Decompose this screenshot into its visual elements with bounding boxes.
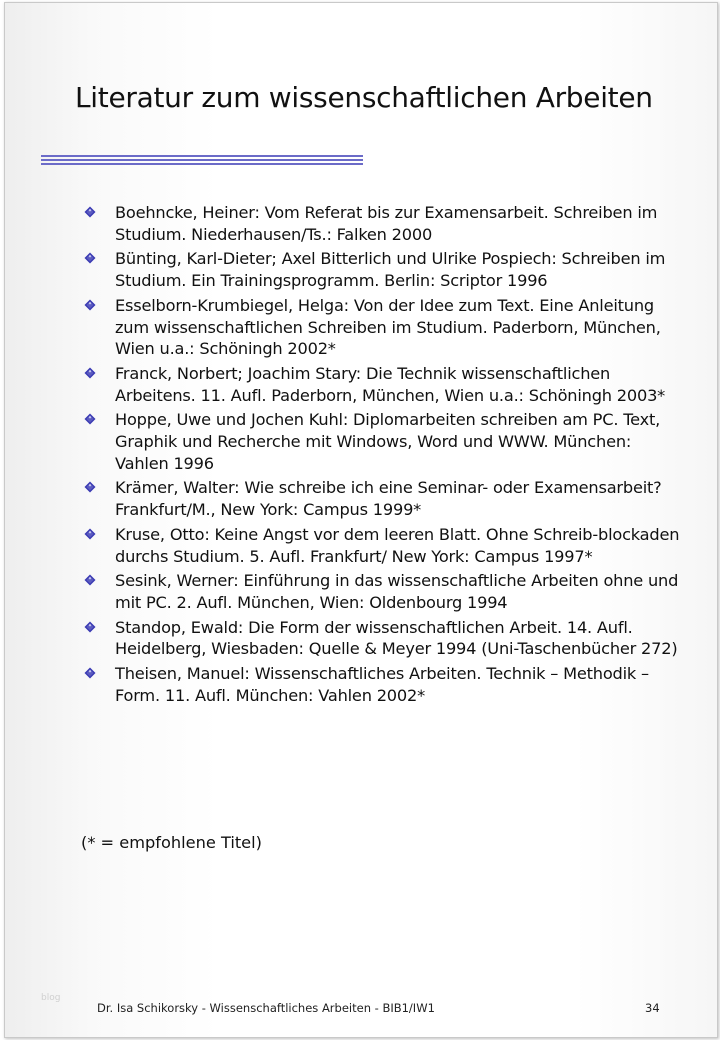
- reference-text: Franck, Norbert; Joachim Stary: Die Technik wissenschaftlichen Arbeitens. 11. Aufl. Paderborn, München, Wien u.a.: Schöningh 2003*: [115, 363, 666, 405]
- reference-item: [81, 477, 681, 520]
- diamond-bullet-icon: [84, 574, 96, 586]
- document-page: [4, 2, 718, 1038]
- reference-text: Boehncke, Heiner: Vom Referat bis zur Examensarbeit. Schreiben im Studium. Niederhausen/Ts.: Falken 2000: [115, 203, 658, 244]
- diamond-bullet-icon: [84, 367, 96, 379]
- reference-item: [81, 570, 681, 613]
- reference-text: Theisen, Manuel: Wissenschaftliches Arbeiten. Technik – Methodik – Form. 11. Aufl. München: Vahlen 2002*: [115, 664, 649, 705]
- reference-text: Sesink, Werner: Einführung in das wissenschaftliche Arbeiten ohne und mit PC. 2. Aufl. München, Wien: Oldenbourg 1994: [115, 571, 679, 612]
- footer-text: Dr. Isa Schikorsky - Wissenschaftliches Arbeiten - BIB1/IW1: [97, 1001, 435, 1015]
- page-title: Literatur zum wissenschaftlichen Arbeiten: [75, 81, 653, 114]
- reference-item: [81, 617, 681, 660]
- diamond-bullet-icon: [84, 481, 96, 493]
- diamond-bullet-icon: [84, 528, 96, 540]
- reference-item: [81, 363, 681, 406]
- reference-text: Standop, Ewald: Die Form der wissenschaftlichen Arbeit. 14. Aufl. Heidelberg, Wiesbaden: Quelle & Meyer 1994 (Uni-Taschenbücher 272): [115, 617, 678, 659]
- reference-item: [81, 524, 681, 567]
- reference-item: [81, 248, 681, 291]
- reference-text: Krämer, Walter: Wie schreibe ich eine Seminar- oder Examensarbeit? Frankfurt/M., New York: Campus 1999*: [115, 478, 662, 520]
- diamond-bullet-icon: [84, 252, 96, 264]
- diamond-bullet-icon: [84, 206, 96, 218]
- reference-item: [81, 663, 681, 706]
- diamond-bullet-icon: [84, 621, 96, 633]
- diamond-bullet-icon: [84, 667, 96, 679]
- reference-list: [81, 202, 681, 709]
- reference-text: Bünting, Karl-Dieter; Axel Bitterlich und Ulrike Pospiech: Schreiben im Studium. Ein Trainingsprogramm. Berlin: Scriptor 1996: [115, 249, 666, 291]
- watermark: blog: [41, 993, 61, 1003]
- diamond-bullet-icon: [84, 299, 96, 311]
- reference-text: Esselborn-Krumbiegel, Helga: Von der Idee zum Text. Eine Anleitung zum wissenschaftlichen Schreiben im Studium. Paderborn, München, Wien u.a.: Schöningh 2002*: [115, 295, 661, 359]
- footnote: (* = empfohlene Titel): [81, 833, 262, 852]
- reference-text: Hoppe, Uwe und Jochen Kuhl: Diplomarbeiten schreiben am PC. Text, Graphik und Recherche mit Windows, Word und WWW. München: Vahlen 1996: [115, 410, 661, 473]
- reference-item: [81, 409, 681, 474]
- title-underline: [41, 155, 363, 165]
- page-number: 34: [645, 1001, 660, 1015]
- reference-item: [81, 295, 681, 360]
- reference-item: [81, 202, 681, 245]
- diamond-bullet-icon: [84, 413, 96, 425]
- reference-text: Kruse, Otto: Keine Angst vor dem leeren Blatt. Ohne Schreib-blockaden durchs Studium. 5. Aufl. Frankfurt/ New York: Campus 1997*: [115, 524, 680, 566]
